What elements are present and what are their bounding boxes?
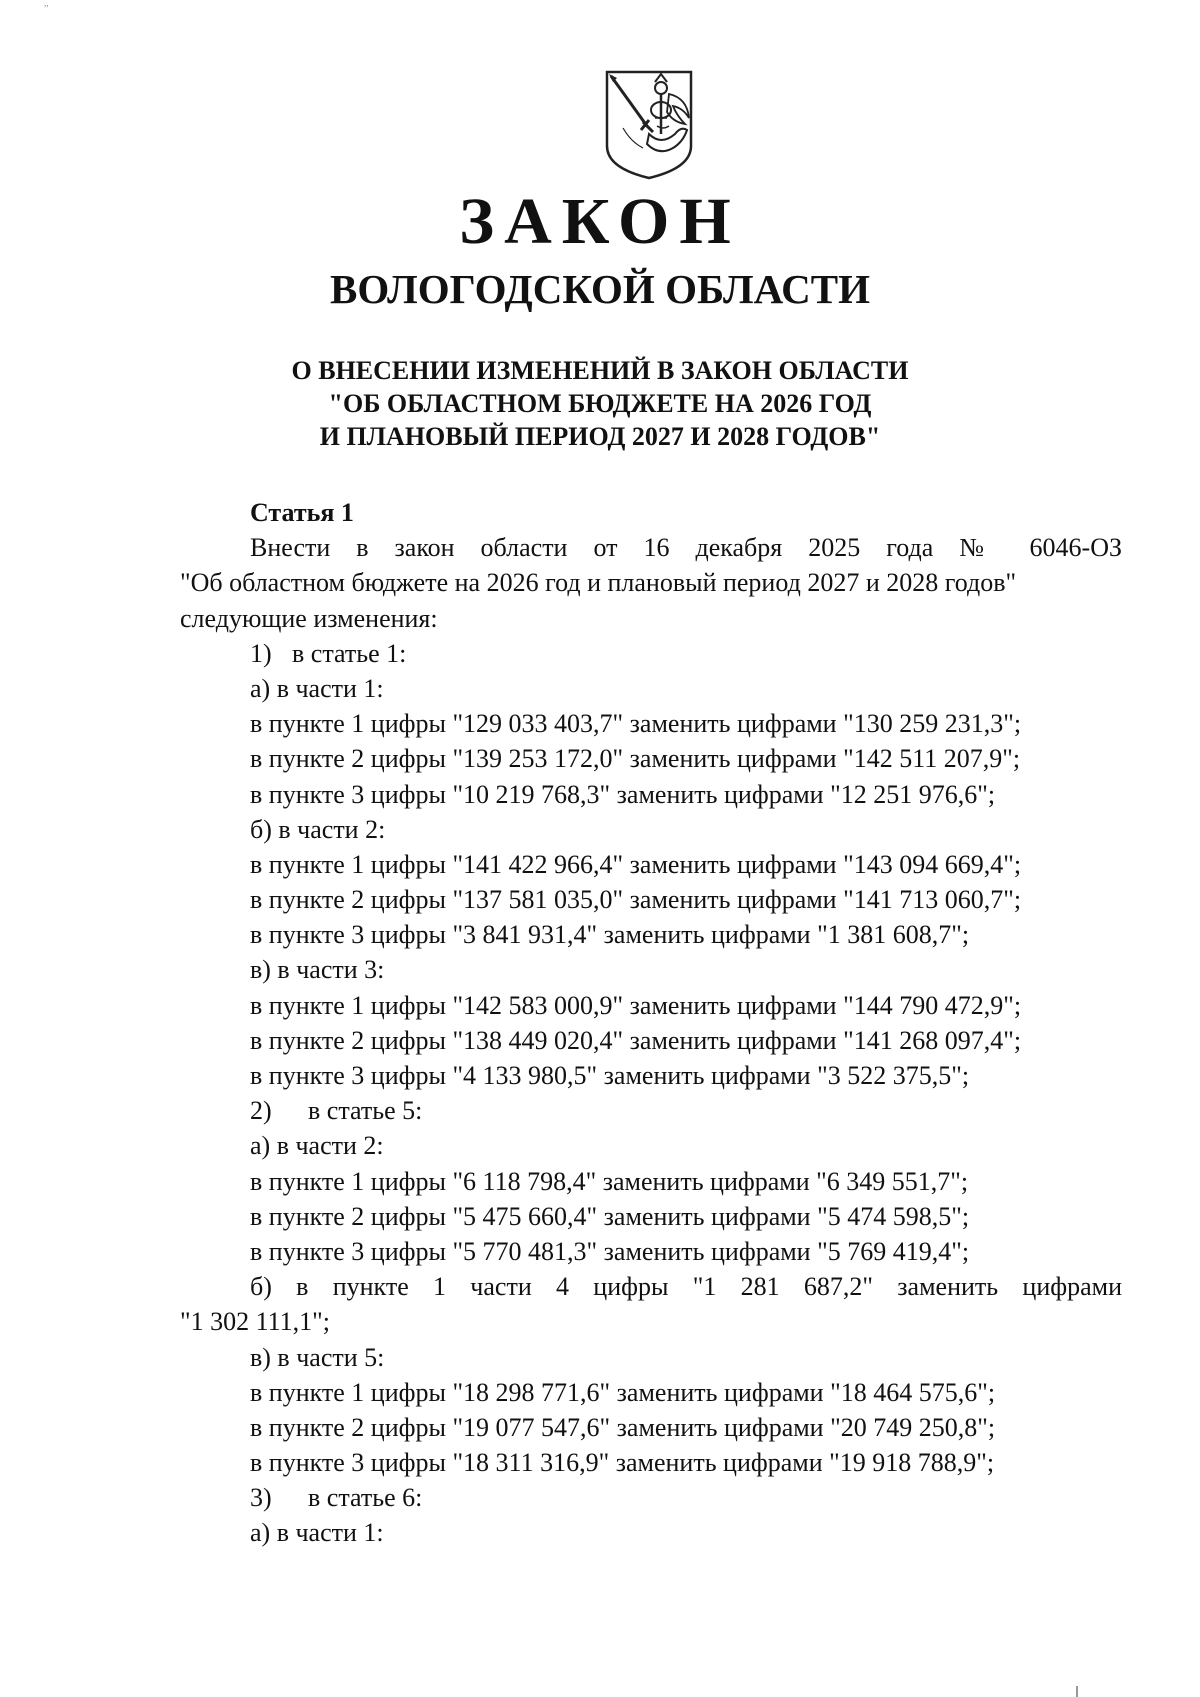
list-item: "1 302 111,1";	[180, 1307, 331, 1337]
document-body	[180, 495, 1122, 1551]
list-item: в пункте 1 цифры "141 422 966,4" заменить цифрами "143 094 669,4";	[250, 849, 1022, 879]
list-item: в пункте 2 цифры "5 475 660,4" заменить цифрами "5 474 598,5";	[250, 1201, 970, 1231]
list-item: а) в части 2:	[250, 1131, 384, 1161]
scan-mark-top: ,,	[44, 0, 49, 8]
list-item: в пункте 3 цифры "3 841 931,4" заменить цифрами "1 381 608,7";	[250, 920, 970, 950]
item-number: 2)	[250, 1096, 272, 1126]
heading-line: "ОБ ОБЛАСТНОМ БЮДЖЕТЕ НА 2026 ГОД	[328, 389, 872, 418]
document-title: ЗАКОН	[459, 185, 741, 258]
list-item	[180, 1480, 1122, 1515]
heading-line: И ПЛАНОВЫЙ ПЕРИОД 2027 И 2028 ГОДОВ"	[319, 422, 881, 451]
item-text: в статье 1:	[292, 638, 407, 668]
list-item: в пункте 3 цифры "18 311 316,9" заменить цифрами "19 918 788,9";	[250, 1448, 995, 1478]
heading-line: О ВНЕСЕНИИ ИЗМЕНЕНИЙ В ЗАКОН ОБЛАСТИ	[291, 356, 909, 385]
list-item: в пункте 2 цифры "19 077 547,6" заменить цифрами "20 749 250,8";	[250, 1412, 996, 1442]
document-subtitle: ВОЛОГОДСКОЙ ОБЛАСТИ	[329, 266, 871, 312]
list-item: а) в части 1:	[250, 1518, 384, 1548]
list-item: а) в части 1:	[250, 673, 384, 703]
item-number: 1)	[250, 638, 272, 668]
list-item: в) в части 3:	[250, 955, 385, 985]
list-item: в пункте 1 цифры "6 118 798,4" заменить цифрами "6 349 551,7";	[250, 1166, 969, 1196]
list-item	[180, 636, 1122, 671]
list-item: в пункте 2 цифры "138 449 020,4" заменить цифрами "141 268 097,4";	[250, 1025, 1022, 1055]
list-item: в пункте 3 цифры "10 219 768,3" заменить цифрами "12 251 976,6";	[250, 779, 996, 809]
list-item: в пункте 1 цифры "129 033 403,7" заменить цифрами "130 259 231,3";	[250, 709, 1022, 739]
paragraph-line: следующие изменения:	[180, 603, 438, 633]
item-number: 3)	[250, 1483, 272, 1513]
list-item: в пункте 2 цифры "137 581 035,0" заменить цифрами "141 713 060,7";	[250, 885, 1022, 915]
paragraph-line: Внести в закон области от 16 декабря 2025 года № 6046-ОЗ	[250, 533, 1122, 563]
list-item: в пункте 1 цифры "18 298 771,6" заменить цифрами "18 464 575,6";	[250, 1377, 996, 1407]
list-item: б) в части 2:	[250, 814, 386, 844]
law-heading	[0, 354, 1200, 453]
article-title: Статья 1	[250, 498, 354, 527]
item-text: в статье 6:	[308, 1483, 423, 1513]
list-item: в пункте 1 цифры "142 583 000,9" заменить цифрами "144 790 472,9";	[250, 990, 1022, 1020]
paragraph-line: "Об областном бюджете на 2026 год и плановый период 2027 и 2028 годов"	[180, 568, 1017, 598]
list-item	[180, 1093, 1122, 1128]
item-text: в статье 5:	[308, 1096, 423, 1126]
list-item: в пункте 2 цифры "139 253 172,0" заменить цифрами "142 511 207,9";	[250, 744, 1021, 774]
scan-mark-bottom	[1076, 1686, 1078, 1697]
list-item: в пункте 3 цифры "5 770 481,3" заменить цифрами "5 769 419,4";	[250, 1236, 970, 1266]
list-item: в) в части 5:	[250, 1342, 385, 1372]
list-item: б) в пункте 1 части 4 цифры "1 281 687,2" заменить цифрами	[250, 1272, 1122, 1302]
coat-of-arms-emblem	[603, 68, 695, 180]
list-item: в пункте 3 цифры "4 133 980,5" заменить цифрами "3 522 375,5";	[250, 1061, 970, 1090]
